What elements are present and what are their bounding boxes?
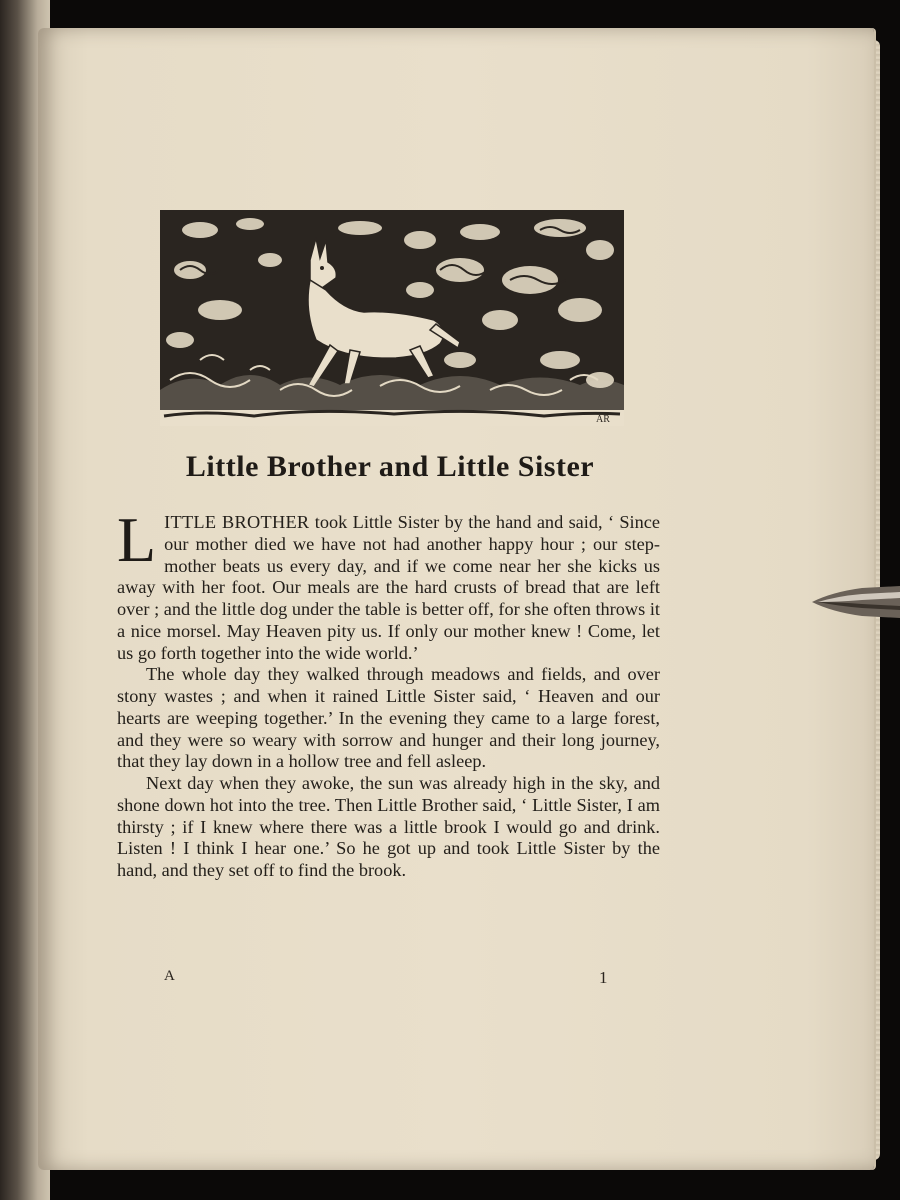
chapter-title: Little Brother and Little Sister: [185, 450, 595, 483]
page-number: 1: [599, 968, 608, 987]
paragraph-1: [117, 504, 661, 664]
deer-woodcut-illustration: [160, 210, 624, 426]
paragraph-3: Next day when they awoke, the sun was already high in the sky, and shone down hot into the tree. Then Little Brother said, ‘ Little Sister, I am thirsty ; if I knew where there was a little brook I would go and drink. Listen ! I think I hear one.’ So he got up and took Little Sister by the hand, and they set off to find the brook.: [117, 773, 660, 880]
paragraph-2: The whole day they walked through meadows and fields, and over stony wastes ; and when it rained Little Sister said, ‘ Heaven and our hearts are weeping together.’ In the evening they came to a large forest, and they were so weary with sorrow and hunger and their long journey, that they lay down in a hollow tree and fell asleep.: [117, 664, 660, 772]
paragraph-1-text: took Little Sister by the hand and said, ‘ Since our mother died we have not had another happy hour ; our step-mother beats us every day, and if we come near her she kicks us away with her foot. Our meals are the hard crusts of bread that are left over ; and the little dog under the table is better off, for she often throws it a nice morsel. May Heaven pity us. If only our mother knew ! Come, let us go forth together into the wide world.’: [117, 512, 661, 663]
bookmark-clip: [812, 584, 900, 620]
signature-mark: A: [164, 968, 175, 984]
opening-words: ITTLE BROTHER: [164, 512, 310, 532]
story-text: [117, 504, 661, 882]
artist-monogram: AR: [596, 414, 610, 425]
drop-cap: L: [117, 504, 157, 575]
